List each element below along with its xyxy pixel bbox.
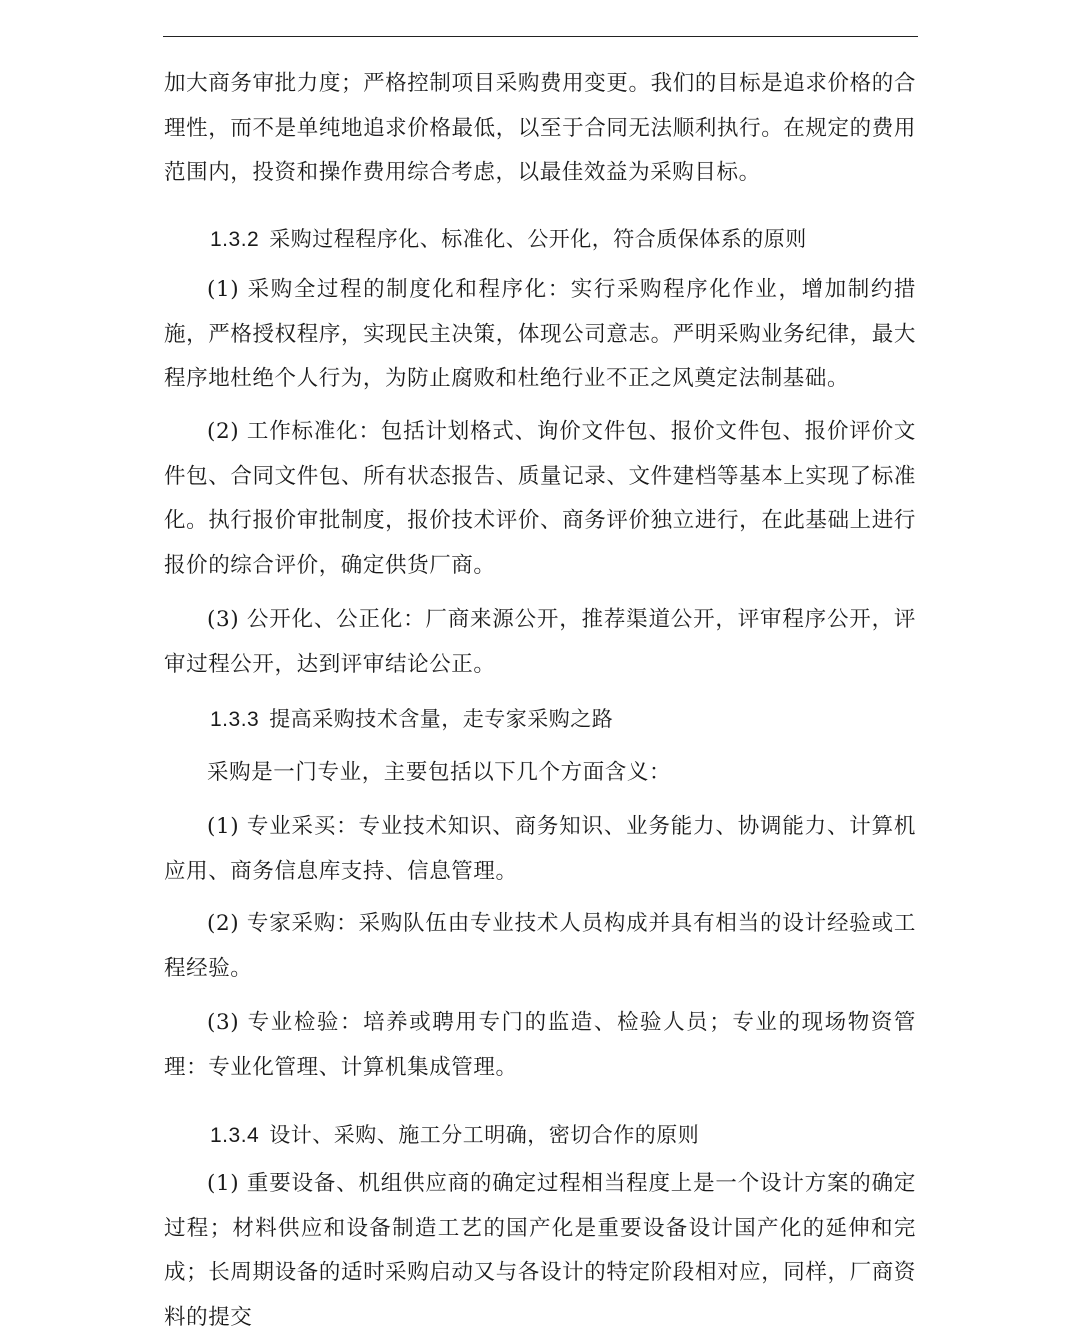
section-number: 1.3.3: [210, 708, 260, 731]
section-number: 1.3.4: [210, 1124, 260, 1147]
header-rule: [163, 36, 918, 37]
section-1-3-3-paragraph-3: (3) 专业检验：培养或聘用专门的监造、检验人员；专业的现场物资管理：专业化管理、计算机集成管理。: [164, 1010, 916, 1080]
section-1-3-2-paragraph-2: (2) 工作标准化：包括计划格式、询价文件包、报价文件包、报价评价文件包、合同文件包、所有状态报告、质量记录、文件建档等基本上实现了标准化。执行报价审批制度，报价技术评价、商务评价独立进行，在此基础上进行报价的综合评价，确定供货厂商。: [164, 419, 916, 578]
section-title: 设计、采购、施工分工明确，密切合作的原则: [269, 1123, 700, 1147]
section-1-3-2-paragraph-3: (3) 公开化、公正化：厂商来源公开，推荐渠道公开，评审程序公开，评审过程公开，达到评审结论公正。: [164, 607, 916, 677]
section-1-3-3-paragraph-1: (1) 专业采买：专业技术知识、商务知识、业务能力、协调能力、计算机应用、商务信息库支持、信息管理。: [164, 814, 916, 884]
section-1-3-2-paragraph-1: (1) 采购全过程的制度化和程序化：实行采购程序化作业，增加制约措施，严格授权程序，实现民主决策，体现公司意志。严明采购业务纪律，最大程序地杜绝个人行为，为防止腐败和杜绝行业不正之风奠定法制基础。: [164, 277, 916, 391]
section-1-3-3-intro: 采购是一门专业，主要包括以下几个方面含义：: [207, 760, 672, 785]
section-title: 采购过程程序化、标准化、公开化，符合质保体系的原则: [269, 227, 807, 251]
section-title: 提高采购技术含量，走专家采购之路: [269, 707, 614, 731]
section-1-3-3-paragraph-2: (2) 专家采购：采购队伍由专业技术人员构成并具有相当的设计经验或工程经验。: [164, 911, 916, 981]
intro-paragraph: 加大商务审批力度；严格控制项目采购费用变更。我们的目标是追求价格的合理性，而不是单纯地追求价格最低，以至于合同无法顺利执行。在规定的费用范围内，投资和操作费用综合考虑，以最佳效益为采购目标。: [164, 71, 916, 185]
section-1-3-4-paragraph-1: (1) 重要设备、机组供应商的确定过程相当程度上是一个设计方案的确定过程；材料供应和设备制造工艺的国产化是重要设备设计国产化的延伸和完成；长周期设备的适时采购启动又与各设计的特定阶段相对应，同样，厂商资料的提交: [164, 1171, 916, 1330]
section-heading-1-3-4: [210, 1113, 699, 1158]
section-heading-1-3-3: [210, 697, 613, 742]
section-heading-1-3-2: [210, 217, 807, 262]
section-number: 1.3.2: [210, 228, 260, 251]
